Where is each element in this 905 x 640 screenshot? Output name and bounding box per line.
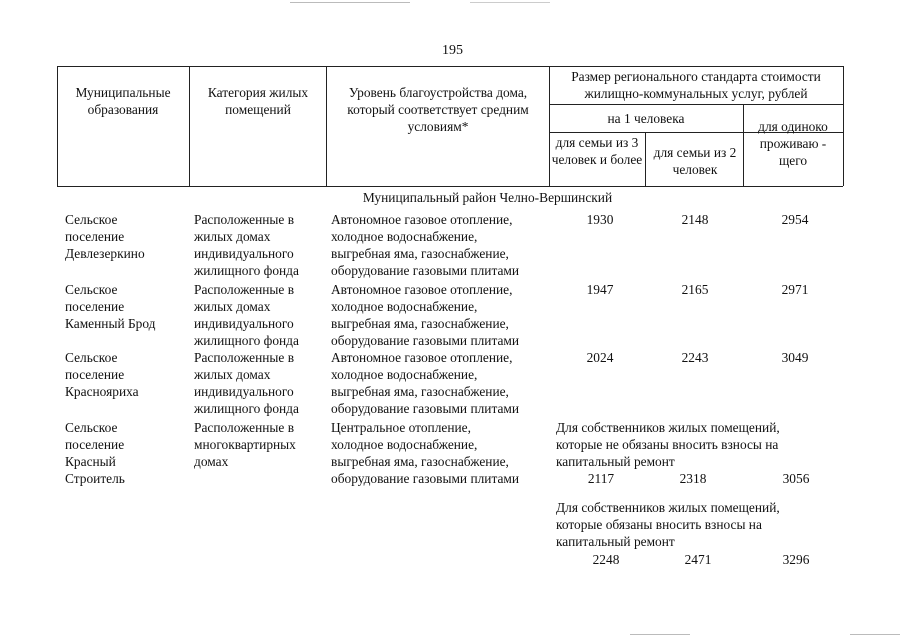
row-category: Расположенные в жилых домах индивидуального жилищного фонда	[194, 350, 299, 416]
row-municipality: Сельское поселение Краснояриха	[65, 350, 139, 399]
header-family-3: для семьи из 3 человек и более	[551, 135, 643, 167]
value-family-3: 2024	[586, 350, 614, 365]
header-category: Категория жилых помещений	[207, 85, 309, 117]
value-single: 3049	[781, 350, 809, 365]
value-family-2: 2318	[679, 471, 707, 486]
value-single: 2954	[781, 212, 809, 227]
header-standard-size: Размер регионального стандарта стоимости жилищно-коммунальных услуг, рублей	[571, 69, 821, 101]
note-capital-repair: Для собственников жилых помещений, которые обязаны вносить взносы на капитальный ремонт	[556, 500, 780, 549]
value-family-2: 2243	[681, 350, 709, 365]
value-family-2: 2165	[681, 282, 709, 297]
value-family-2: 2148	[681, 212, 709, 227]
scan-artifact	[850, 634, 900, 635]
row-municipality: Сельское поселение Красный Строитель	[65, 420, 125, 486]
value-single: 2971	[781, 282, 809, 297]
row-municipality: Сельское поселение Каменный Брод	[65, 282, 156, 331]
value-family-3: 1930	[586, 212, 614, 227]
value-family-3: 2248	[592, 552, 620, 567]
value-family-3: 2117	[587, 471, 615, 486]
row-category: Расположенные в жилых домах индивидуального жилищного фонда	[194, 282, 299, 348]
value-family-2: 2471	[684, 552, 712, 567]
row-amenity: Центральное отопление, холодное водоснабжение, выгребная яма, газоснабжение, оборудование газовыми плитами	[331, 420, 520, 486]
page-number: 195	[442, 43, 463, 58]
header-family-2: для семьи из 2 человек	[653, 145, 737, 177]
note-no-capital-repair: Для собственников жилых помещений, которые не обязаны вносить взносы на капитальный ремонт	[556, 420, 780, 469]
scan-artifact	[630, 634, 690, 635]
header-single: для одиноко проживаю - щего	[758, 119, 828, 168]
value-family-3: 1947	[586, 282, 614, 297]
row-municipality: Сельское поселение Девлезеркино	[65, 212, 145, 261]
header-municipality: Муниципальные образования	[75, 85, 171, 117]
row-category: Расположенные в многоквартирных домах	[194, 420, 296, 469]
scan-artifact	[290, 2, 410, 3]
row-category: Расположенные в жилых домах индивидуального жилищного фонда	[194, 212, 299, 278]
header-per-person: на 1 человека	[607, 111, 685, 126]
row-amenity: Автономное газовое отопление, холодное водоснабжение, выгребная яма, газоснабжение, оборудование газовыми плитами	[331, 282, 520, 348]
value-single: 3056	[782, 471, 810, 486]
header-amenity-level: Уровень благоустройства дома, который соответствует средним условиям*	[347, 85, 529, 134]
value-single: 3296	[782, 552, 810, 567]
scan-artifact	[470, 2, 550, 3]
row-amenity: Автономное газовое отопление, холодное водоснабжение, выгребная яма, газоснабжение, оборудование газовыми плитами	[331, 350, 520, 416]
region-title: Муниципальный район Челно-Вершинский	[362, 190, 613, 205]
row-amenity: Автономное газовое отопление, холодное водоснабжение, выгребная яма, газоснабжение, оборудование газовыми плитами	[331, 212, 520, 278]
